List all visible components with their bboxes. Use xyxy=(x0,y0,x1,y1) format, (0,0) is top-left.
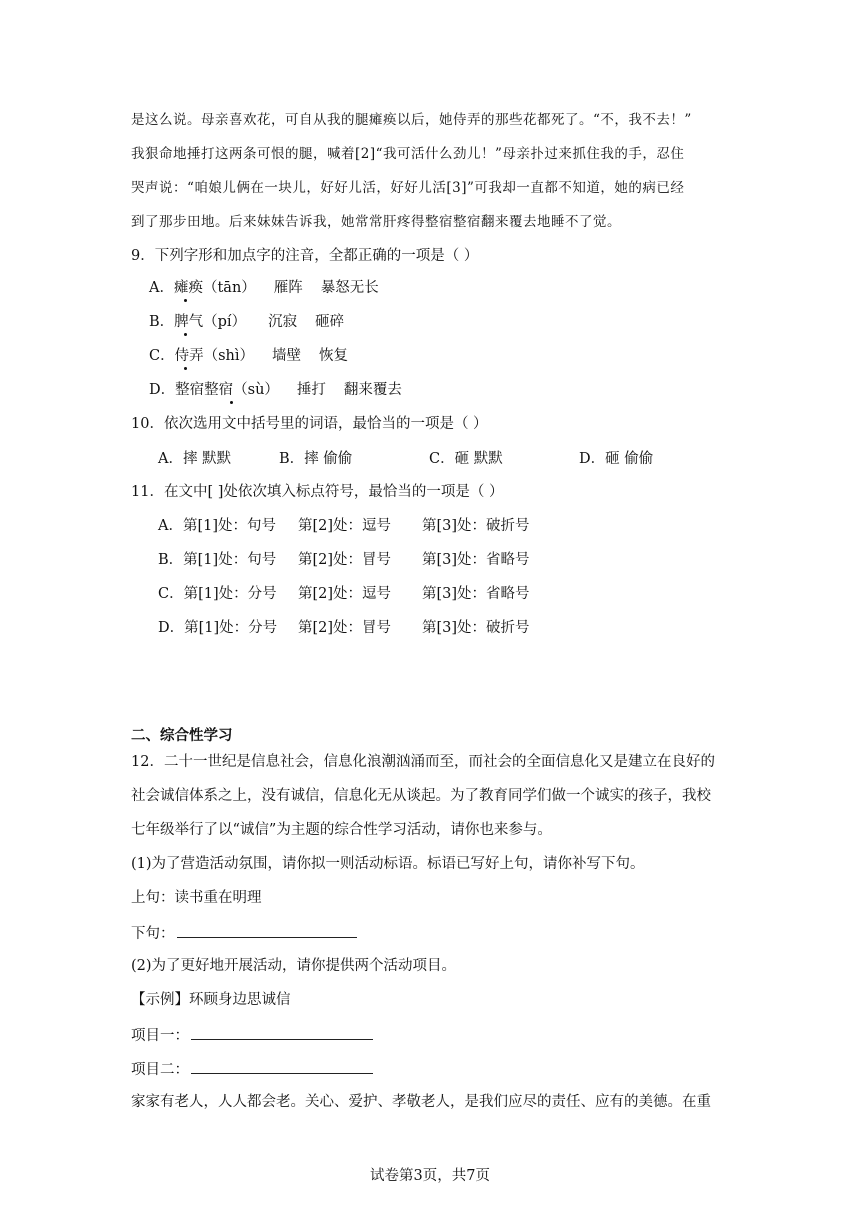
item-1-row xyxy=(131,1024,373,1046)
option-word: 墙壁 xyxy=(272,348,302,364)
option-word: 翻来覆去 xyxy=(343,382,402,398)
answer-blank[interactable] xyxy=(177,922,357,938)
option-word: 捶打 xyxy=(296,382,326,398)
example-text: 【示例】环顾身边思诚信 xyxy=(131,992,291,1008)
option-part: 第[3]处：省略号 xyxy=(422,586,530,602)
passage-line: 哭声说：“咱娘儿俩在一块儿，好好儿活，好好儿活[3]”可我却一直都不知道，她的病已经 xyxy=(131,180,685,196)
option-part: B．第[1]处：句号 xyxy=(158,552,277,568)
option-part: 第[2]处：逗号 xyxy=(298,518,392,534)
q11-option-d[interactable] xyxy=(158,618,530,638)
section-heading: 二、综合性学习 xyxy=(131,727,233,744)
option-word: 暴怒无长 xyxy=(320,280,379,296)
q9-option-d[interactable] xyxy=(149,380,402,400)
passage-line: 是这么说。母亲喜欢花，可自从我的腿瘫痪以后，她侍弄的那些花都死了。“不，我不去！” xyxy=(131,112,692,128)
q11-option-b[interactable] xyxy=(158,550,530,570)
upper-line-text: 上句：读书重在明理 xyxy=(131,890,262,906)
option-part: 第[3]处：破折号 xyxy=(422,518,530,534)
emphasis-dot xyxy=(230,401,233,404)
passage-line: 到了那步田地。后来妹妹告诉我，她常常肝疼得整宿整宿翻来覆去地睡不了觉。 xyxy=(131,214,621,230)
option-text: D．整宿整宿（sù） xyxy=(149,382,279,398)
option-text: B．脾气（pí） xyxy=(149,314,247,330)
q10-option-a[interactable]: A．摔 默默 xyxy=(158,451,232,467)
next-passage-line: 家家有老人，人人都会老。关心、爱护、孝敬老人，是我们应尽的责任、应有的美德。在重 xyxy=(131,1094,711,1110)
option-part: 第[2]处：逗号 xyxy=(298,586,392,602)
option-text: C．侍弄（shì） xyxy=(149,348,255,364)
answer-blank[interactable] xyxy=(191,1058,373,1074)
question-12-line: 社会诚信体系之上，没有诚信，信息化无从谈起。为了教育同学们做一个诚实的孩子，我校 xyxy=(131,788,711,804)
question-9-stem: 9．下列字形和加点字的注音，全都正确的一项是（ ） xyxy=(131,248,479,264)
q9-option-c[interactable] xyxy=(149,346,348,366)
q10-option-c[interactable]: C．砸 默默 xyxy=(429,451,503,467)
answer-blank[interactable] xyxy=(191,1024,373,1040)
option-word: 砸碎 xyxy=(315,314,345,330)
question-10-stem: 10．依次选用文中括号里的词语，最恰当的一项是（ ） xyxy=(131,416,488,432)
passage-line: 我狠命地捶打这两条可恨的腿，喊着[2]“我可活什么劲儿！”母亲扑过来抓住我的手，忍住 xyxy=(131,146,685,162)
q10-option-b[interactable]: B．摔 偷偷 xyxy=(279,451,353,467)
page-footer: 试卷第3页，共7页 xyxy=(370,1168,490,1184)
option-part: 第[2]处：冒号 xyxy=(298,620,392,636)
sub-question-2: (2)为了更好地开展活动，请你提供两个活动项目。 xyxy=(131,958,457,974)
q9-option-a[interactable] xyxy=(149,278,379,298)
sub-question-1: (1)为了营造活动氛围，请你拟一则活动标语。标语已写好上句，请你补写下句。 xyxy=(131,856,645,872)
item-2-row xyxy=(131,1058,373,1080)
q11-option-a[interactable] xyxy=(158,516,530,536)
q9-option-b[interactable] xyxy=(149,312,344,332)
emphasis-dot xyxy=(184,299,187,302)
option-part: 第[3]处：省略号 xyxy=(422,552,530,568)
option-part: 第[2]处：冒号 xyxy=(298,552,392,568)
question-11-stem: 11．在文中[ ]处依次填入标点符号，最恰当的一项是（ ） xyxy=(131,484,504,500)
q11-option-c[interactable] xyxy=(158,584,530,604)
option-word: 雁阵 xyxy=(273,280,303,296)
question-12-line: 七年级举行了以“诚信”为主题的综合性学习活动，请你也来参与。 xyxy=(131,822,552,838)
option-word: 沉寂 xyxy=(268,314,298,330)
emphasis-dot xyxy=(184,333,187,336)
option-word: 恢复 xyxy=(319,348,349,364)
option-part: A．第[1]处：句号 xyxy=(158,518,277,534)
option-part: D．第[1]处：分号 xyxy=(158,620,278,636)
option-part: 第[3]处：破折号 xyxy=(422,620,530,636)
question-12-line: 12．二十一世纪是信息社会，信息化浪潮汹涌而至，而社会的全面信息化又是建立在良好的 xyxy=(131,754,715,770)
option-part: C．第[1]处：分号 xyxy=(158,586,277,602)
emphasis-dot xyxy=(184,367,187,370)
item-2-label: 项目二： xyxy=(131,1062,189,1078)
lower-line-label: 下句： xyxy=(131,926,175,942)
option-text: A．瘫痪（tān） xyxy=(149,280,256,296)
lower-line-row xyxy=(131,922,357,944)
q10-option-d[interactable]: D．砸 偷偷 xyxy=(579,451,654,467)
item-1-label: 项目一： xyxy=(131,1028,189,1044)
